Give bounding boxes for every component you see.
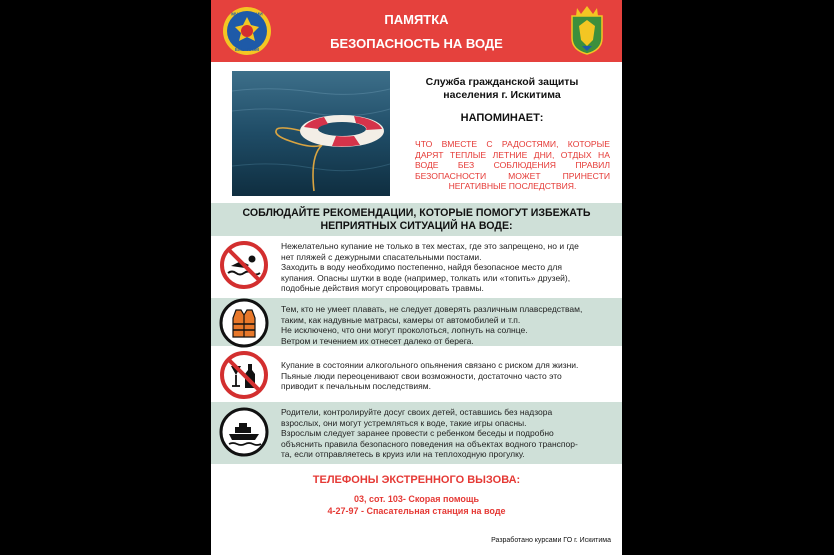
section-line: Пьяные люди переоценивают свои возможности, достаточно часто это [281,370,562,381]
section-line: Не исключено, что они могут проколоться, лопнуть на солнце. [281,325,528,336]
service-line1: Служба гражданской защиты [425,76,579,88]
reminds-heading: НАПОМИНАЕТ: [460,112,544,124]
city-coat-of-arms-icon [568,4,606,56]
section-line: взрослых, они могут устремляться к воде, такие игры опасны. [281,417,527,428]
section-line: Нежелательно купание не только в тех местах, где это запрещено, но и где [281,241,579,251]
section-line: Купание в состоянии алкогольного опьянения связано с риском для жизни. [281,360,579,370]
emblem-text-top: МЧС РОССИИ [231,11,263,17]
section-line: приводит к печальным последствиям. [281,381,431,392]
service-name [402,76,602,102]
section-line: Тем, кто не умеет плавать, не следует доверять различным плавсредствам, [281,304,583,314]
section-line: нет пляжей с дежурными спасательными постами. [281,251,482,262]
section-line: Взрослым следует заранее провести с ребенком беседы и подробно [281,428,554,439]
section-line: та, если отправляетесь в круиз или на теплоходную прогулку. [281,449,525,460]
section-line: Родители, контролируйте досуг своих детей, оставшись без надзора [281,407,553,417]
poster-header [211,0,622,62]
poster-title: ПАМЯТКА [384,12,449,27]
section-text [281,407,617,460]
no-alcohol-icon [219,350,269,400]
section-text [281,360,617,392]
section-line: Ветром и течением их отнесет далеко от берега. [281,335,474,346]
reminds-body: ЧТО ВМЕСТЕ С РАДОСТЯМИ, КОТОРЫЕ ДАРЯТ ТЕПЛЫЕ ЛЕТНИЕ ДНИ, ОТДЫХ НА ВОДЕ БЕЗ СОБЛЮДЕНИЯ ПРАВИЛ БЕЗОПАСНОСТИ МОЖЕТ ПРИНЕСТИ НЕГАТИВНЫЕ ПОСЛЕДСТВИЯ. [415,139,610,191]
lifebuoy-photo [232,71,390,196]
life-jacket-icon [219,298,269,348]
emblem-text-bottom: EMERCOM [235,47,259,52]
recommend-line1: СОБЛЮДАЙТЕ РЕКОМЕНДАЦИИ, КОТОРЫЕ ПОМОГУТ ИЗБЕЖАТЬ [242,207,591,219]
poster-subtitle: БЕЗОПАСНОСТЬ НА ВОДЕ [330,36,503,51]
section-line: Заходить в воду необходимо постепенно, найдя безопасное место для [281,262,562,273]
emergency-phone-ambulance: 03, сот. 103- Скорая помощь [353,494,480,504]
no-swimming-icon [219,240,269,290]
section-no-swimming [211,236,622,296]
emergency-title: ТЕЛЕФОНЫ ЭКСТРЕННОГО ВЫЗОВА: [312,474,521,486]
emergency-phone-rescue: 4-27-97 - Спасательная станция на воде [327,506,506,516]
recommend-line2: НЕПРИЯТНЫХ СИТУАЦИЙ НА ВОДЕ: [320,220,513,232]
credit-line: Разработано курсами ГО г. Искитима [491,537,611,544]
boat-icon [219,407,269,457]
safety-poster [211,0,622,555]
section-text [281,304,617,346]
section-line: объяснить правила безопасного поведения на объектах водного транспор- [281,438,578,449]
section-children-boat [211,402,622,464]
service-line2: населения г. Искитима [443,89,561,101]
section-line: подобные действия могут спровоцировать травмы. [281,283,484,294]
section-text [281,241,617,294]
section-life-jacket [211,298,622,346]
section-no-alcohol [211,348,622,400]
emercom-emblem-icon [222,6,272,56]
section-line: таким, как надувные матрасы, камеры от автомобилей и т.п. [281,314,521,325]
recommend-band [211,203,622,236]
section-line: купания. Опасны шутки в воде (например, толкать или «топить» друзей), [281,272,571,283]
